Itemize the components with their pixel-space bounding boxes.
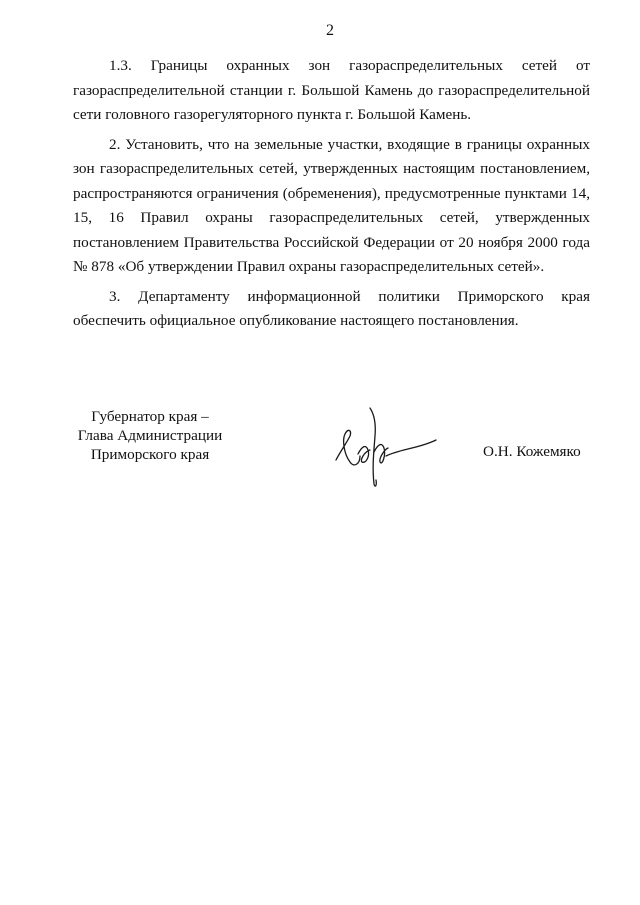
paragraph-3: 3. Департаменту информационной политики Приморского края обеспечить официальное опубликование настоящего постановления. [73, 287, 590, 329]
signatory-title-line: Губернатор края – [91, 408, 209, 425]
signatory-title-line: Приморского края [90, 446, 210, 463]
signatory-name: О.Н. Кожемяко [483, 443, 581, 460]
paragraph-2: 2. Установить, что на земельные участки, входящие в границы охранных зон газораспределительных сетей, утвержденных настоящим постановлением, распространяются ограничения (обременения), предусмотренные пунктами 14, 15, 16 Правил охраны газораспределительных сетей, утвержденных постановлением Правительства Российской Федерации от 20 ноября 2000 года № 878 «Об утверждении Правил охраны газораспределительных сетей». [73, 135, 590, 275]
document-body [73, 54, 590, 334]
paragraph-1-3: 1.3. Границы охранных зон газораспределительных сетей от газораспределительной станции г. Большой Камень до газораспределительной сети головного газорегуляторного пункта г. Большой Камень. [73, 57, 590, 123]
signatory-title-line: Глава Администрации [77, 427, 223, 444]
signatory-title [60, 407, 240, 464]
handwritten-signature [330, 400, 440, 492]
page-number: 2 [326, 22, 334, 39]
